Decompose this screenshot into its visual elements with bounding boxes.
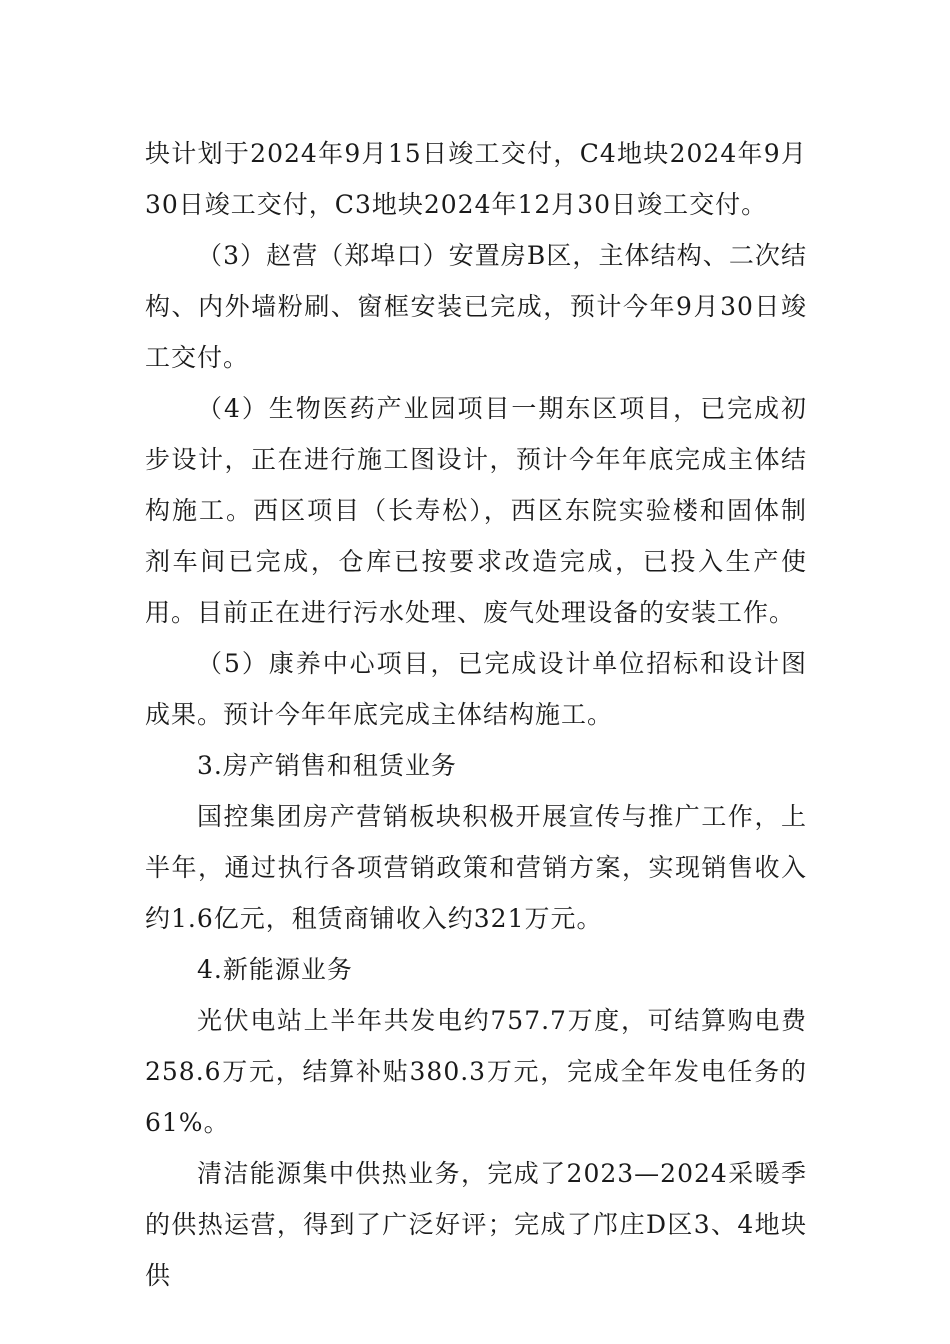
paragraph-project-delivery-dates: 块计划于2024年9月15日竣工交付，C4地块2024年9月30日竣工交付，C3地块2024年12月30日竣工交付。 bbox=[145, 139, 807, 219]
paragraph-real-estate-sales: 国控集团房产营销板块积极开展宣传与推广工作，上半年，通过执行各项营销政策和营销方案，实现销售收入约1.6亿元，租赁商铺收入约321万元。 bbox=[145, 802, 807, 933]
paragraph-zhaoying-resettlement: （3）赵营（郑埠口）安置房B区，主体结构、二次结构、内外墙粉刷、窗框安装已完成，预计今年9月30日竣工交付。 bbox=[145, 241, 807, 372]
section-heading-new-energy: 4.新能源业务 bbox=[197, 955, 353, 984]
paragraph-biomedical-park: （4）生物医药产业园项目一期东区项目，已完成初步设计，正在进行施工图设计，预计今年年底完成主体结构施工。西区项目（长寿松），西区东院实验楼和固体制剂车间已完成，仓库已按要求改造完成，已投入生产使用。目前正在进行污水处理、废气处理设备的安装工作。 bbox=[145, 394, 807, 627]
paragraph-solar-station: 光伏电站上半年共发电约757.7万度，可结算购电费258.6万元，结算补贴380.3万元，完成全年发电任务的61%。 bbox=[145, 1006, 807, 1137]
section-heading-real-estate: 3.房产销售和租赁业务 bbox=[197, 751, 457, 780]
paragraph-elderly-care-center: （5）康养中心项目，已完成设计单位招标和设计图成果。预计今年年底完成主体结构施工。 bbox=[145, 649, 807, 729]
body-text bbox=[145, 128, 807, 1301]
paragraph-clean-heating: 清洁能源集中供热业务，完成了2023—2024采暖季的供热运营，得到了广泛好评；完成了邝庄D区3、4地块供 bbox=[145, 1159, 807, 1290]
